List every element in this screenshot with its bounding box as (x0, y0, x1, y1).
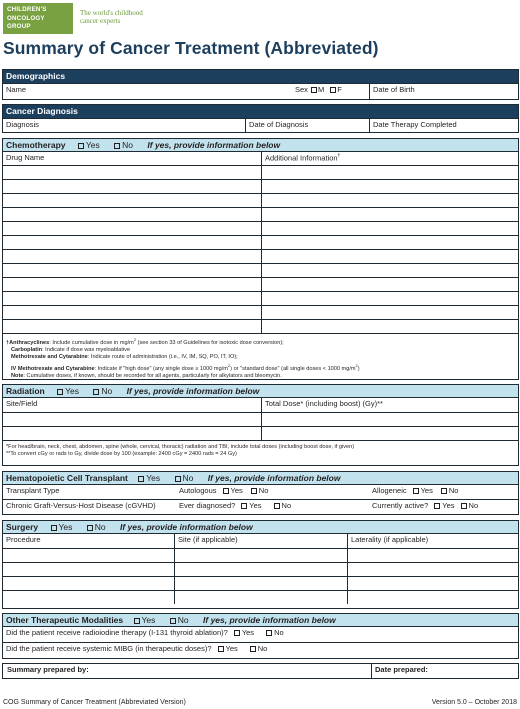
chemo-entry-cell[interactable] (261, 208, 518, 221)
autologous-no-checkbox[interactable] (251, 488, 257, 494)
chemo-entry-cell[interactable] (3, 166, 261, 179)
laterality-header: Laterality (if applicable) (347, 534, 518, 548)
chemo-entry-cell[interactable] (3, 208, 261, 221)
autologous-label: Autologous (179, 486, 217, 495)
active-yes-label: Yes (442, 501, 455, 510)
ever-diagnosed-label: Ever diagnosed? (179, 501, 236, 510)
chemotherapy-section (2, 138, 519, 380)
surgery-entry-cell[interactable] (174, 549, 347, 562)
chemo-entry-row (3, 179, 518, 193)
chemo-entry-row (3, 165, 518, 179)
cgvhd-label: Chronic Graft-Versus-Host Disease (cGVHD) (6, 501, 156, 510)
radiation-note-2: **To convert cGy or rads to Gy, divide dose by 100 (example: 2400 cGy = 2400 rads = 24 Gy) (6, 451, 237, 458)
surgery-entry-cell[interactable] (347, 591, 518, 604)
chemo-entry-row (3, 207, 518, 221)
logo-line-3: GROUP (7, 23, 31, 30)
chemo-entry-cell[interactable] (261, 166, 518, 179)
sex-m-label: M (317, 85, 325, 94)
iv-methotrexate-text: : Indicate if "high dose" (any single dose ≥ 1000 mg/m (94, 365, 228, 372)
surgery-entry-cell[interactable] (347, 563, 518, 576)
dagger-mark: † (6, 339, 10, 346)
radiation-section (2, 384, 519, 466)
chemo-entry-cell[interactable] (3, 292, 261, 305)
note-text: : Cumulative doses, if known, should be recorded for all agents, particularly for alkylators and bleomycin. (23, 372, 282, 379)
active-no-label: No (468, 501, 479, 510)
chemo-entry-row (3, 277, 518, 291)
autologous-yes-checkbox[interactable] (223, 488, 229, 494)
prepared-by-label: Summary prepared by: (7, 665, 89, 674)
chemo-entry-row (3, 221, 518, 235)
autologous-no-label: No (258, 486, 269, 495)
chemo-entry-cell[interactable] (261, 194, 518, 207)
radiation-table (3, 398, 518, 440)
radiation-entry-cell[interactable] (261, 427, 518, 440)
cog-logo (3, 3, 73, 34)
anthracyclines-sup: 2 (133, 337, 137, 342)
chemo-entry-cell[interactable] (3, 180, 261, 193)
radioiodine-yes-checkbox[interactable] (234, 630, 240, 636)
radiation-yes-checkbox[interactable] (57, 389, 63, 395)
chemo-note-anthracyclines (6, 336, 515, 347)
methotrexate-text: : Indicate route of administration (i.e., IV, IM, SQ, PO, IT, IO); (87, 354, 238, 361)
radiation-entry-cell[interactable] (3, 413, 261, 426)
radiation-entry-cell[interactable] (3, 427, 261, 440)
dob-field[interactable] (369, 84, 518, 99)
chemo-entry-cell[interactable] (261, 264, 518, 277)
chemo-note-iv-methotrexate (6, 362, 515, 373)
surgery-yes-checkbox[interactable] (51, 525, 57, 531)
surgery-entry-cell[interactable] (3, 577, 174, 590)
radioiodine-label: Did the patient receive radioiodine therapy (I-131 thyroid ablation)? (6, 628, 228, 637)
chemo-entry-cell[interactable] (261, 278, 518, 291)
chemo-no-checkbox[interactable] (114, 143, 120, 149)
chemotherapy-header (3, 139, 518, 152)
surgery-entry-cell[interactable] (3, 549, 174, 562)
diagnosis-date-label: Date of Diagnosis (249, 120, 309, 129)
surgery-entry-row (3, 562, 518, 576)
sex-f-checkbox[interactable] (330, 87, 336, 93)
surgery-yes-label: Yes (58, 522, 73, 532)
radiation-note-1: *For head/brain, neck, chest, abdomen, spine (whole, cervical, thoracic) radiation and TBI, include total doses (including boost dose, if given) (6, 444, 355, 450)
chemo-note-carboplatin (6, 347, 515, 354)
demographics-header: Demographics (3, 70, 518, 83)
hct-no-label: No (182, 473, 194, 483)
name-label: Name (6, 85, 27, 94)
chemo-title: Chemotherapy (6, 140, 66, 150)
hct-no-checkbox[interactable] (175, 476, 181, 482)
chemo-entry-cell[interactable] (261, 320, 518, 333)
date-prepared-field[interactable] (371, 664, 518, 678)
note-term: Note (11, 372, 24, 379)
chemo-entry-row (3, 263, 518, 277)
mibg-yes-checkbox[interactable] (218, 646, 224, 652)
chemo-entry-cell[interactable] (261, 236, 518, 249)
hct-yes-checkbox[interactable] (138, 476, 144, 482)
iv-methotrexate-term: IV Methotrexate and Cytarabine (11, 365, 95, 372)
diagnosis-date-field[interactable] (245, 119, 369, 132)
surgery-title: Surgery (6, 522, 39, 532)
active-yes-checkbox[interactable] (434, 503, 440, 509)
iv-methotrexate-mid: ) or "standard dose" (all single doses < 1000 mg/m (230, 365, 356, 372)
chemo-no-label: No (122, 140, 134, 150)
tagline (80, 9, 143, 25)
ever-no-label: No (281, 501, 292, 510)
chemo-entry-row (3, 291, 518, 305)
dob-label: Date of Birth (373, 85, 415, 94)
demographics-section (2, 69, 519, 100)
chemo-entry-cell[interactable] (261, 306, 518, 319)
currently-active-label: Currently active? (372, 501, 429, 510)
logo-line-2: ONCOLOGY (7, 14, 45, 22)
hct-yes-label: Yes (146, 473, 161, 483)
other-title: Other Therapeutic Modalities (6, 615, 124, 625)
other-no-label: No (177, 615, 189, 625)
ever-no-checkbox[interactable] (274, 503, 280, 509)
chemo-entry-cell[interactable] (261, 250, 518, 263)
surgery-entry-cell[interactable] (174, 591, 347, 604)
sex-m-checkbox[interactable] (311, 87, 317, 93)
chemo-entry-row (3, 319, 518, 333)
chemo-yes-checkbox[interactable] (78, 143, 84, 149)
radiation-prompt: If yes, provide information below (126, 386, 260, 396)
radiation-no-label: No (101, 386, 113, 396)
procedure-header: Procedure (6, 535, 41, 544)
surgery-section (2, 520, 519, 609)
radiation-no-checkbox[interactable] (93, 389, 99, 395)
chemo-entry-cell[interactable] (3, 222, 261, 235)
other-yes-checkbox[interactable] (134, 618, 140, 624)
chemo-entry-cell[interactable] (3, 306, 261, 319)
surgery-prompt: If yes, provide information below (120, 522, 253, 532)
radiation-entry-row (3, 412, 518, 426)
allogeneic-no-checkbox[interactable] (441, 488, 447, 494)
page-title: Summary of Cancer Treatment (Abbreviated) (3, 38, 379, 58)
surgery-entry-cell[interactable] (3, 591, 174, 604)
radioiodine-question (3, 627, 287, 642)
surgery-entry-cell[interactable] (174, 563, 347, 576)
sex-f-label: F (337, 85, 342, 94)
additional-info-header (261, 152, 518, 165)
prepared-by-field[interactable] (3, 664, 371, 678)
radioiodine-no-checkbox[interactable] (266, 630, 272, 636)
prepared-section (2, 663, 519, 679)
other-yes-label: Yes (141, 615, 156, 625)
iv-methotrexate-end: ) (357, 365, 360, 372)
diagnosis-field[interactable] (3, 119, 245, 132)
autologous-yes-label: Yes (230, 486, 243, 495)
drug-name-header: Drug Name (6, 153, 45, 162)
site-field-header: Site/Field (6, 399, 38, 408)
anthracyclines-text: : Include cumulative dose in mg/m (49, 339, 134, 346)
surgery-entry-row (3, 576, 518, 590)
active-no-checkbox[interactable] (461, 503, 467, 509)
chemo-entry-cell[interactable] (261, 292, 518, 305)
radiation-yes-label: Yes (65, 386, 79, 396)
therapy-completed-field[interactable] (369, 119, 518, 132)
radiation-notes (3, 440, 518, 461)
other-prompt: If yes, provide information below (203, 615, 336, 625)
methotrexate-term: Methotrexate and Cytarabine (11, 354, 88, 361)
ever-diagnosed-option (176, 500, 369, 513)
hct-title: Hematopoietic Cell Transplant (6, 473, 128, 483)
chemo-prompt: If yes, provide information below (147, 140, 281, 150)
mibg-no-label: No (257, 644, 268, 653)
surgery-entry-cell[interactable] (174, 577, 347, 590)
surgery-no-label: No (94, 522, 106, 532)
allogeneic-yes-label: Yes (420, 486, 433, 495)
name-field[interactable] (3, 84, 292, 99)
chemo-entry-cell[interactable] (3, 236, 261, 249)
ever-yes-checkbox[interactable] (241, 503, 247, 509)
hct-prompt: If yes, provide information below (207, 473, 341, 483)
chemo-entry-cell[interactable] (261, 222, 518, 235)
hct-section (2, 471, 519, 515)
chemo-entry-cell[interactable] (3, 194, 261, 207)
chemo-entry-row (3, 305, 518, 319)
additional-info-header-text: Additional Information (265, 153, 338, 163)
mibg-no-checkbox[interactable] (250, 646, 256, 652)
diagnosis-header: Cancer Diagnosis (3, 105, 518, 118)
sex-field (292, 84, 369, 99)
chemo-entry-row (3, 235, 518, 249)
diagnosis-label: Diagnosis (6, 120, 39, 129)
site-header: Site (if applicable) (174, 534, 347, 548)
chemo-entry-row (3, 193, 518, 207)
radiation-entry-row (3, 426, 518, 440)
chemo-entry-cell[interactable] (3, 278, 261, 291)
other-no-checkbox[interactable] (170, 618, 176, 624)
radiation-entry-cell[interactable] (261, 413, 518, 426)
surgery-entry-row (3, 590, 518, 604)
radiation-header (3, 385, 518, 398)
anthracyclines-rest: (see section 33 of Guidelines for isotoxic dose conversion); (136, 339, 284, 346)
radiation-title: Radiation (6, 386, 45, 396)
currently-active-option (369, 500, 518, 513)
chemo-entry-cell[interactable] (261, 180, 518, 193)
hct-header (3, 472, 518, 485)
total-dose-header: Total Dose* (including boost) (Gy)** (261, 398, 518, 412)
other-modalities-header (3, 614, 518, 627)
allogeneic-yes-checkbox[interactable] (413, 488, 419, 494)
tagline-line-1: The world's childhood (80, 9, 143, 17)
chemo-entry-cell[interactable] (3, 320, 261, 333)
autologous-option (176, 485, 369, 499)
iv-methotrexate-sup-2: 2 (355, 362, 358, 368)
surgery-table (3, 534, 518, 604)
allogeneic-option (369, 485, 518, 499)
surgery-header (3, 521, 518, 534)
chemo-entry-cell[interactable] (3, 250, 261, 263)
mibg-label: Did the patient receive systemic MIBG (in therapeutic doses)? (6, 644, 212, 653)
anthracyclines-term: Anthracyclines (9, 339, 50, 346)
chemo-note-methotrexate (6, 354, 515, 361)
diagnosis-section (2, 104, 519, 133)
iv-methotrexate-sup-1: 2 (227, 362, 231, 368)
chemo-notes (3, 333, 518, 382)
chemo-yes-label: Yes (85, 140, 100, 150)
mibg-yes-label: Yes (225, 644, 238, 653)
logo-line-1: CHILDREN'S (7, 6, 47, 13)
ever-yes-label: Yes (249, 501, 262, 510)
allogeneic-label: Allogeneic (372, 486, 407, 495)
sex-label: Sex (295, 85, 308, 94)
radioiodine-yes-label: Yes (241, 628, 255, 637)
surgery-entry-cell[interactable] (347, 549, 518, 562)
surgery-entry-cell[interactable] (3, 563, 174, 576)
chemo-note-cumulative (6, 373, 515, 380)
carboplatin-term: Carboplatin (11, 347, 43, 354)
surgery-entry-row (3, 548, 518, 562)
radioiodine-no-label: No (274, 628, 284, 637)
transplant-type-label: Transplant Type (6, 486, 60, 495)
mibg-question (3, 643, 270, 657)
tagline-line-2: cancer experts (80, 17, 121, 25)
allogeneic-no-label: No (448, 486, 459, 495)
carboplatin-text: : Indicate if dose was myeloablative (42, 347, 131, 354)
therapy-completed-label: Date Therapy Completed (373, 120, 457, 129)
footer-title: COG Summary of Cancer Treatment (Abbreviated Version) (3, 699, 186, 706)
other-modalities-section (2, 613, 519, 659)
additional-info-dagger: † (337, 153, 341, 159)
footer-version: Version 5.0 – October 2018 (431, 699, 517, 706)
surgery-entry-cell[interactable] (347, 577, 518, 590)
chemo-entry-row (3, 249, 518, 263)
surgery-no-checkbox[interactable] (87, 525, 93, 531)
date-prepared-label: Date prepared: (375, 665, 428, 674)
chemo-entry-cell[interactable] (3, 264, 261, 277)
chemo-table (3, 152, 518, 333)
